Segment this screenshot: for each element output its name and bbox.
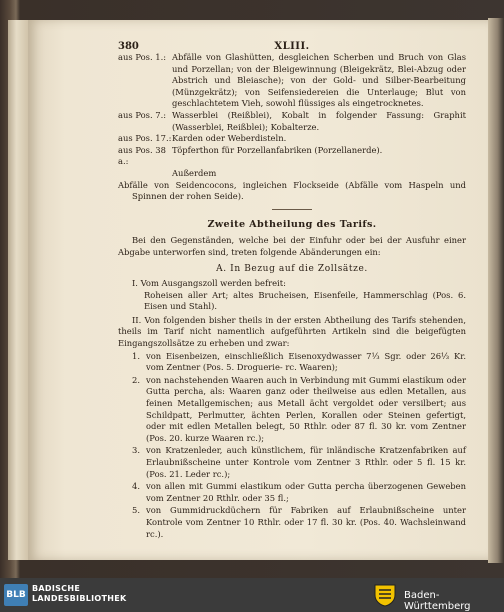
entry-text: Wasserblei (Reißblei), Kobalt in folgender Fassung: Graphit (Wasserblei, Reißblei); Kobalterze. xyxy=(172,109,466,132)
page-number: 380 xyxy=(118,41,139,52)
item-text: von nachstehenden Waaren auch in Verbindung mit Gummi elastikum oder Gutta percha, als: Waaren ganz oder theilweise aus edlen Metallen, aus feinen Metallgemischen; aus Metall ächt vergoldet oder versilbert; aus Schildpatt, Perlmutter, ächten Perlen, Korallen oder Steinen gefertigt, oder mit edlen Metallen belegt, 50 Rthlr. oder 87 fl. 30 kr. vom Zentner (Pos. 20. kurze Waaren rc.); xyxy=(146,374,466,443)
library-name-line1: BADISCHE xyxy=(32,584,81,593)
part-one-text: Roheisen aller Art; altes Brucheisen, Eisenfeile, Hammerschlag (Pos. 6. Eisen und Stahl). xyxy=(144,289,466,312)
part-two-text: II. Von folgenden bisher theils in der ersten Abtheilung des Tarifs stehenden, theils im Tarif nicht namentlich aufgeführten Artikeln sind die beigefügten Eingangszollsätze zu erheben und zwar: xyxy=(118,314,466,349)
state-name[interactable]: Baden-Württemberg xyxy=(404,590,471,612)
book-spine xyxy=(8,20,30,560)
coat-of-arms-icon[interactable] xyxy=(372,583,398,607)
section-title: Zweite Abtheilung des Tarifs. xyxy=(207,218,377,230)
entry-text: Abfälle von Glashütten, desgleichen Scherben und Bruch von Glas und Porzellan; von der Bleigewinnung (Bleigekrätz, Blei-Abzug oder Abstrich und Bleiasche); von der Gold- und Silber-Bearbeitung (Münzgekrätz); von Seifensiedereien die Unterlauge; Blut von geschlachtetem Vieh, sowohl flüssiges als eingetrocknetes. xyxy=(172,52,466,109)
section-intro: Bei den Gegenständen, welche bei der Einfuhr oder bei der Ausfuhr einer Abgabe unterworfen sind, treten folgende Abänderungen ein: xyxy=(118,235,466,257)
list-item xyxy=(118,110,466,133)
entry-label: aus Pos. 1.: xyxy=(118,52,167,62)
item-list xyxy=(118,351,466,541)
page-edge xyxy=(488,18,504,563)
item-number: 2. xyxy=(132,374,140,385)
item-number: 5. xyxy=(132,505,140,516)
part-one-title: I. Vom Ausgangszoll werden befreit: xyxy=(132,278,286,289)
entry-text: Töpferthon für Porzellanfabriken (Porzellanerde). xyxy=(172,144,383,155)
entry-label: aus Pos. 7.: xyxy=(118,109,167,120)
ausserdem-text: Abfälle von Seidencocons, ingleichen Flockseide (Abfälle vom Haspeln und Spinnen der rohen Seide). xyxy=(118,179,466,202)
item-number: 1. xyxy=(132,350,140,361)
item-text: von Gummidruckdüchern für Fabriken auf Erlaubnißscheine unter Kontrole vom Zentner 10 Rthlr. oder 17 fl. 30 kr. (Pos. 40. Wachsleinwand rc.). xyxy=(146,505,466,539)
page-content xyxy=(118,52,466,540)
entry-list xyxy=(118,52,466,203)
divider xyxy=(272,209,312,210)
entry-label: aus Pos. 17.: xyxy=(118,133,172,144)
library-name-line2: LANDESBIBLIOTHEK xyxy=(32,594,127,603)
entry-label: aus Pos. 38 a.: xyxy=(118,144,166,167)
item-text: von allen mit Gummi elastikum oder Gutta percha überzogenen Geweben vom Zentner 20 Rthlr. oder 35 fl.; xyxy=(146,481,466,503)
ausserdem-row xyxy=(118,168,466,180)
list-item xyxy=(132,445,466,480)
item-number: 3. xyxy=(132,445,140,456)
list-item xyxy=(132,481,466,504)
library-name[interactable] xyxy=(32,584,127,604)
item-text: von Eisenbeizen, einschließlich Eisenoxydwasser 7⅓ Sgr. oder 26⅓ Kr. vom Zentner (Pos. 5. Droguerie- rc. Waaren); xyxy=(146,350,466,373)
list-item xyxy=(132,375,466,445)
subsection-title: A. In Bezug auf die Zollsätze. xyxy=(216,263,368,274)
ausserdem-label: Außerdem xyxy=(172,167,217,178)
list-item xyxy=(132,351,466,374)
item-text: von Kratzenleder, auch künstlichem, für inländische Kratzenfabriken auf Erlaubnißscheine unter Kontrole vom Zentner 3 Rthlr. oder 5 fl. 15 kr. (Pos. 21. Leder rc.); xyxy=(146,445,466,479)
running-title: XLIII. xyxy=(274,41,310,52)
blb-logo-icon[interactable]: BLB xyxy=(4,584,28,606)
list-item xyxy=(132,505,466,540)
list-item xyxy=(118,133,466,145)
entry-text: Karden oder Weberdisteln. xyxy=(172,133,287,144)
list-item xyxy=(118,145,466,168)
item-number: 4. xyxy=(132,481,140,492)
list-item xyxy=(118,52,466,110)
